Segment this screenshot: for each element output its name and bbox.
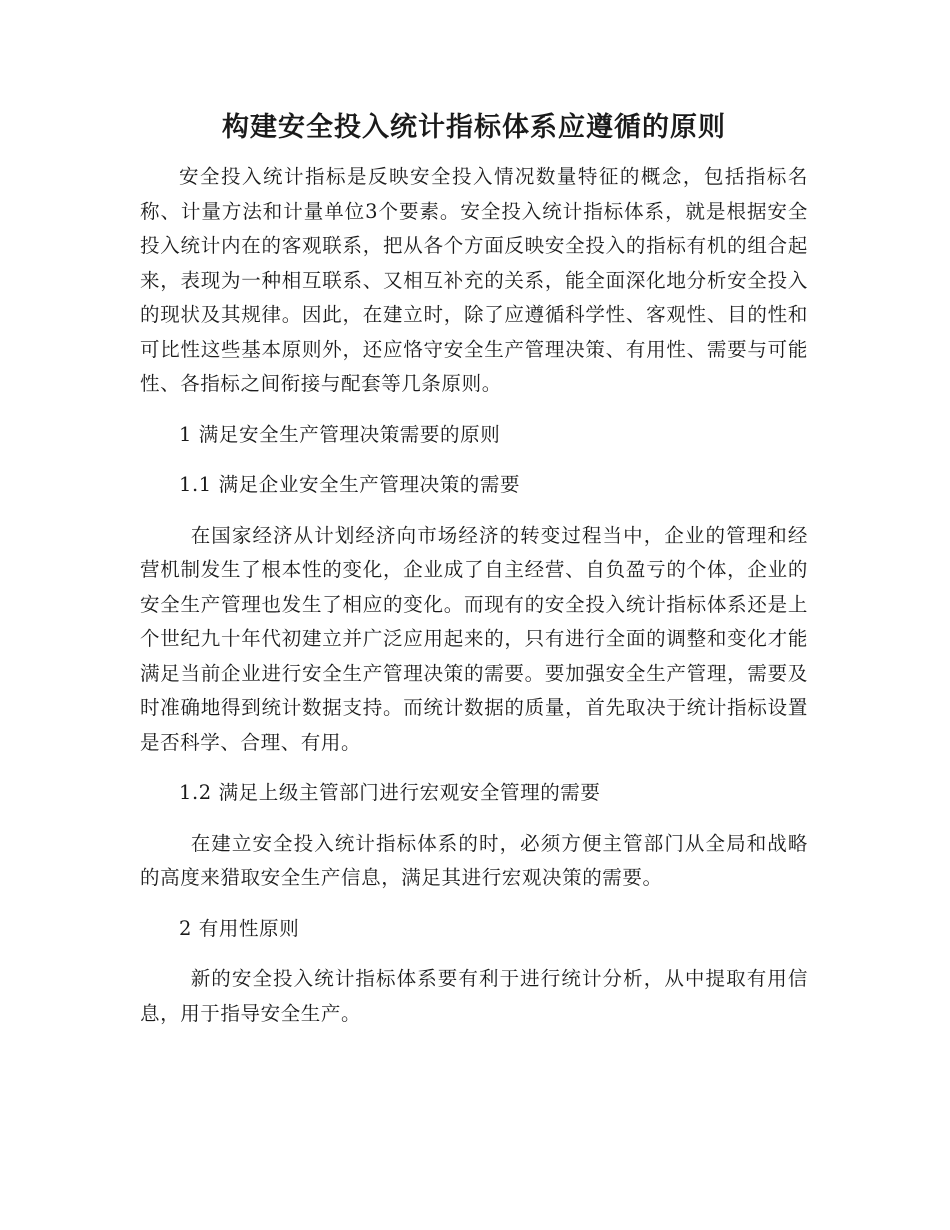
section-1-2-body: 在建立安全投入统计指标体系的时，必须方便主管部门从全局和战略的高度来猎取安全生产信息，满足其进行宏观决策的需要。 xyxy=(140,831,808,889)
document-title: 构建安全投入统计指标体系应遵循的原则 xyxy=(222,112,726,143)
intro-paragraph: 安全投入统计指标是反映安全投入情况数量特征的概念，包括指标名称、计量方法和计量单位3个要素。安全投入统计指标体系，就是根据安全投入统计内在的客观联系，把从各个方面反映安全投入的指标有机的组合起来，表现为一种相互联系、又相互补充的关系，能全面深化地分析安全投入的现状及其规律。因此，在建立时，除了应遵循科学性、客观性、目的性和可比性这些基本原则外，还应恪守安全生产管理决策、有用性、需要与可能性、各指标之间衔接与配套等几条原则。 xyxy=(140,165,808,395)
section-1-1-heading: 1.1 满足企业安全生产管理决策的需要 xyxy=(179,473,521,496)
section-1-2-heading: 1.2 满足上级主管部门进行宏观安全管理的需要 xyxy=(179,781,601,804)
section-1-1-body: 在国家经济从计划经济向市场经济的转变过程当中，企业的管理和经营机制发生了根本性的变化，企业成了自主经营、自负盈亏的个体，企业的安全生产管理也发生了相应的变化。而现有的安全投入统计指标体系还是上个世纪九十年代初建立并广泛应用起来的，只有进行全面的调整和变化才能满足当前企业进行安全生产管理决策的需要。要加强安全生产管理，需要及时准确地得到统计数据支持。而统计数据的质量，首先取决于统计指标设置是否科学、合理、有用。 xyxy=(140,523,808,754)
section-1-heading: 1 满足安全生产管理决策需要的原则 xyxy=(179,422,501,446)
section-2-heading: 2 有用性原则 xyxy=(179,916,300,940)
document-page xyxy=(140,108,808,1031)
section-2-body: 新的安全投入统计指标体系要有利于进行统计分析，从中提取有用信息，用于指导安全生产。 xyxy=(140,967,808,1025)
